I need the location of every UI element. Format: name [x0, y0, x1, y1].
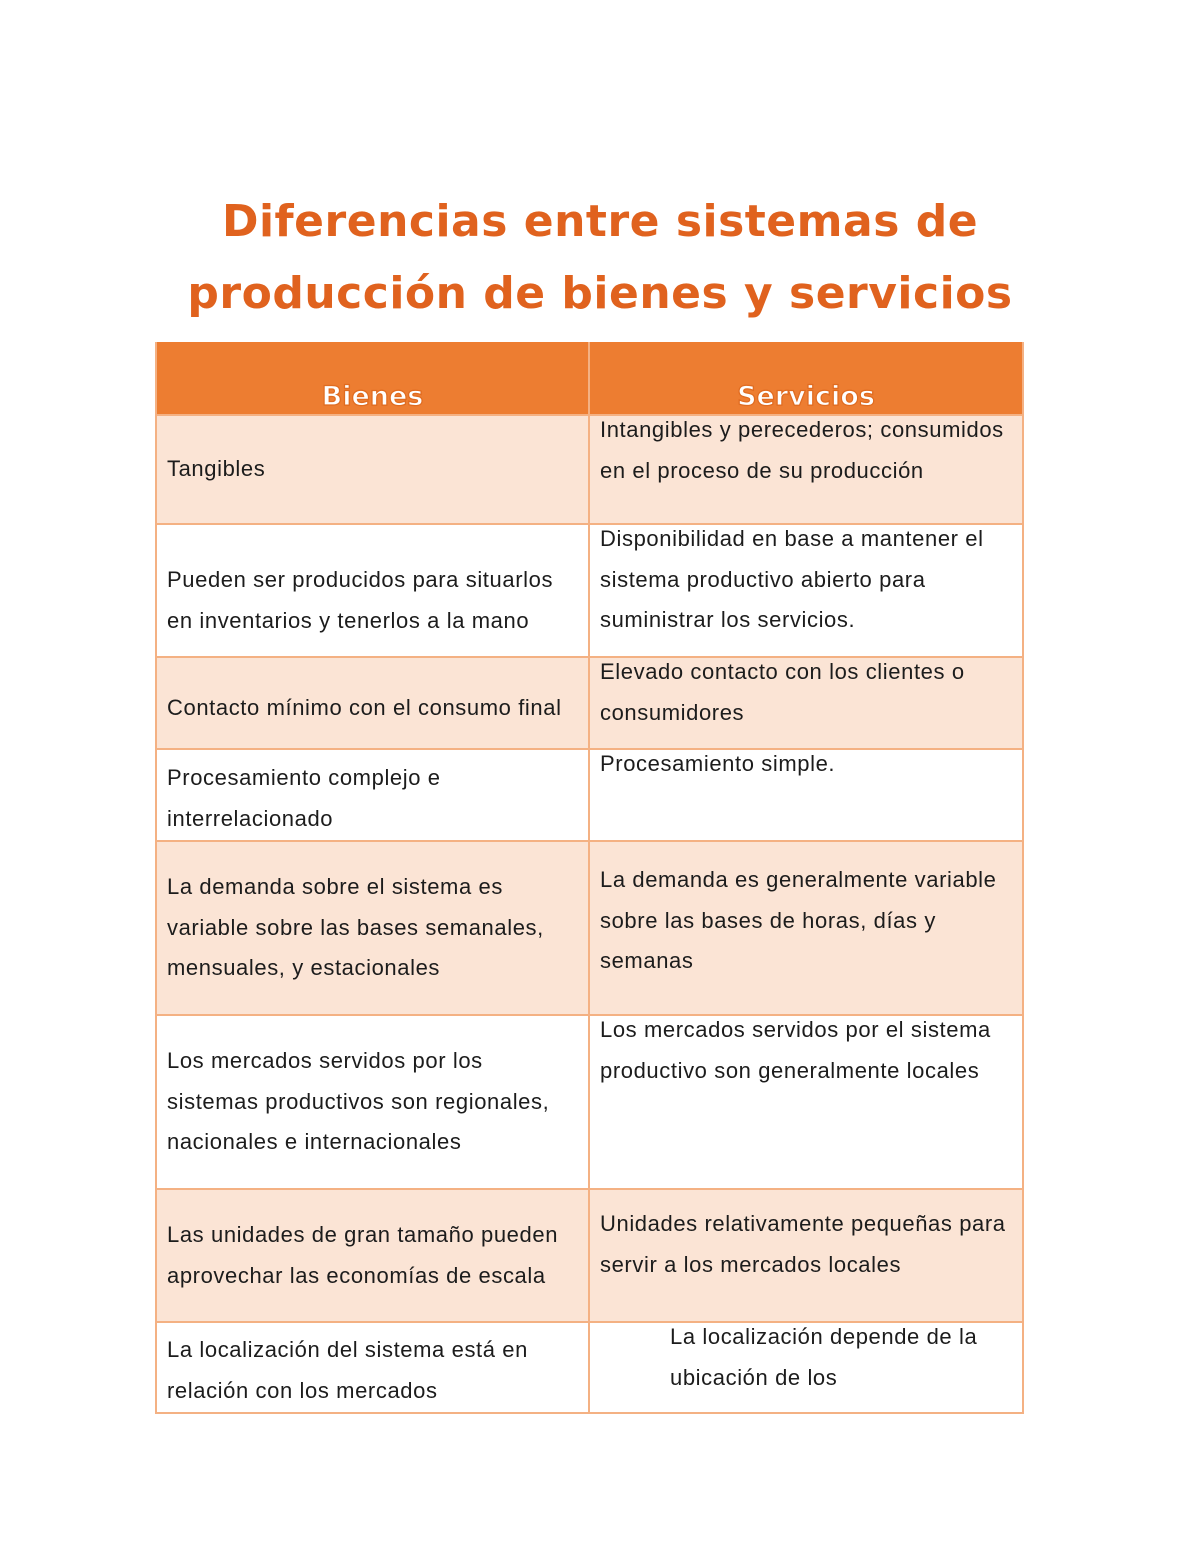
header-servicios: Servicios [589, 342, 1023, 415]
servicios-cell: Procesamiento simple. [589, 749, 1023, 841]
title-line-2: producción de bienes y servicios [187, 268, 1013, 319]
servicios-cell: Unidades relativamente pequeñas para servir a los mercados locales [589, 1189, 1023, 1322]
bienes-cell: Las unidades de gran tamaño pueden aprovechar las economías de escala [156, 1189, 589, 1322]
table-row [156, 1015, 1023, 1189]
table-row [156, 415, 1023, 524]
servicios-cell: Intangibles y perecederos; consumidos en el proceso de su producción [589, 415, 1023, 524]
table-row [156, 1322, 1023, 1413]
bienes-cell: Tangibles [156, 415, 589, 524]
bienes-cell: Los mercados servidos por los sistemas productivos son regionales, nacionales e internacionales [156, 1015, 589, 1189]
table-header-row [156, 342, 1023, 415]
comparison-table [155, 342, 1024, 1414]
servicios-cell: La demanda es generalmente variable sobre las bases de horas, días y semanas [589, 841, 1023, 1015]
table-row [156, 657, 1023, 749]
bienes-cell: Pueden ser producidos para situarlos en inventarios y tenerlos a la mano [156, 524, 589, 657]
table-row [156, 524, 1023, 657]
table-row [156, 841, 1023, 1015]
servicios-cell: Los mercados servidos por el sistema productivo son generalmente locales [589, 1015, 1023, 1189]
bienes-cell: Contacto mínimo con el consumo final [156, 657, 589, 749]
header-bienes: Bienes [156, 342, 589, 415]
table-row [156, 749, 1023, 841]
servicios-cell: La localización depende de la ubicación de los [589, 1322, 1023, 1413]
servicios-cell: Disponibilidad en base a mantener el sistema productivo abierto para suministrar los servicios. [589, 524, 1023, 657]
page-title [100, 186, 1100, 330]
bienes-cell: Procesamiento complejo e interrelacionado [156, 749, 589, 841]
table-row [156, 1189, 1023, 1322]
bienes-cell: La demanda sobre el sistema es variable sobre las bases semanales, mensuales, y estacionales [156, 841, 589, 1015]
bienes-cell: La localización del sistema está en relación con los mercados [156, 1322, 589, 1413]
servicios-cell: Elevado contacto con los clientes o consumidores [589, 657, 1023, 749]
title-line-1: Diferencias entre sistemas de [221, 196, 979, 247]
